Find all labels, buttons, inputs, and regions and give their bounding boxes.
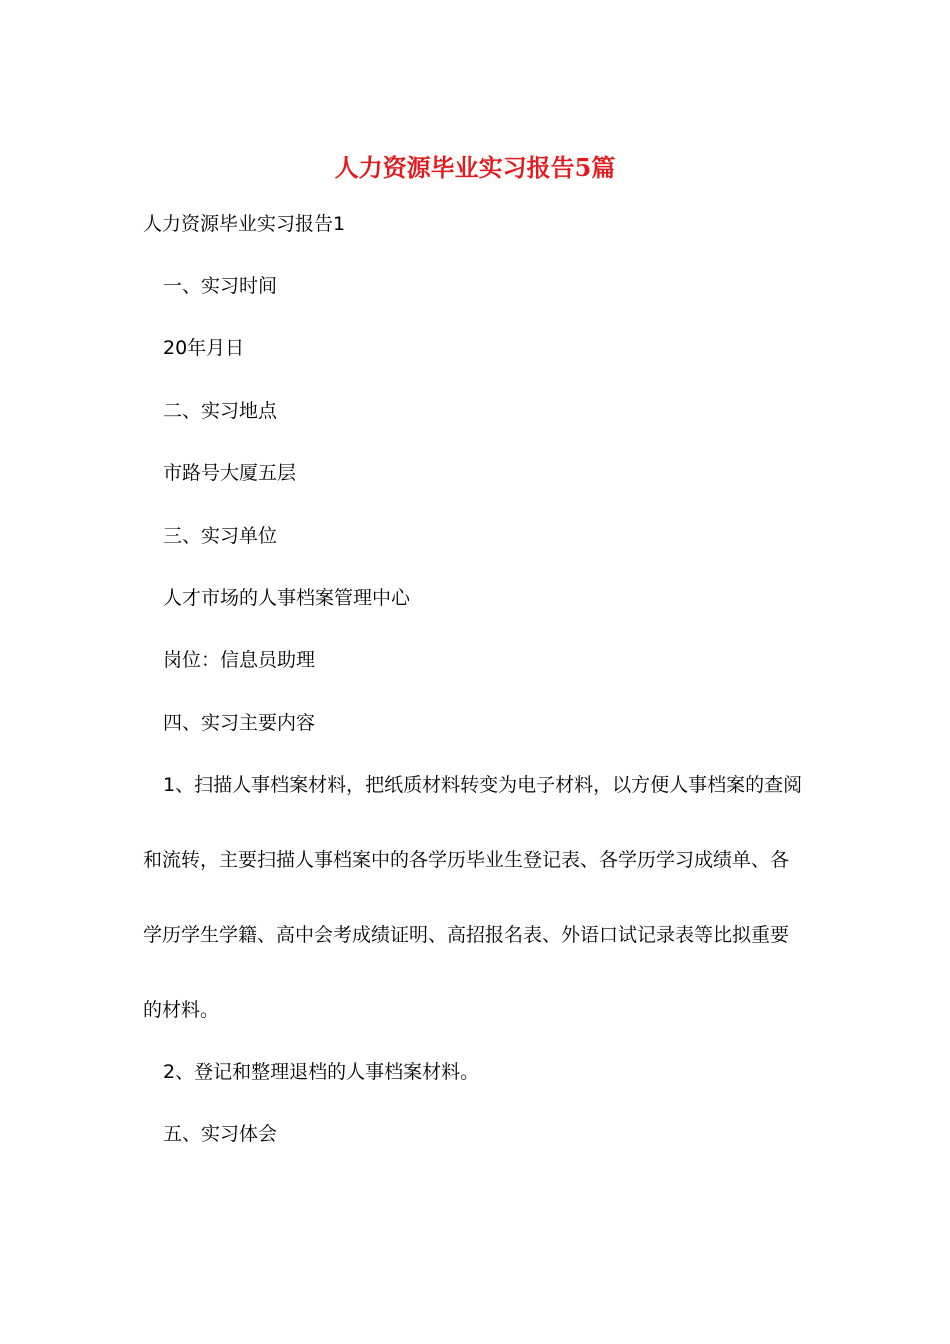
section3-body-unit: 人才市场的人事档案管理中心 xyxy=(163,587,411,609)
section4-item1-line4: 的材料。 xyxy=(143,999,220,1021)
section2-body: 市路号大厦五层 xyxy=(163,462,297,484)
report-subtitle: 人力资源毕业实习报告1 xyxy=(143,213,346,235)
section4-item2: 2、登记和整理退档的人事档案材料。 xyxy=(163,1061,480,1083)
section1-body: 20年月日 xyxy=(163,337,245,359)
section3-body-position: 岗位：信息员助理 xyxy=(163,649,316,671)
section1-heading: 一、实习时间 xyxy=(163,275,278,297)
document-title: 人力资源毕业实习报告5篇 xyxy=(334,153,616,182)
section4-heading: 四、实习主要内容 xyxy=(163,712,316,734)
section4-item1-line2: 和流转，主要扫描人事档案中的各学历毕业生登记表、各学历学习成绩单、各 xyxy=(143,849,790,871)
section2-heading: 二、实习地点 xyxy=(163,400,278,422)
section4-item1-line3: 学历学生学籍、高中会考成绩证明、高招报名表、外语口试记录表等比拟重要 xyxy=(143,924,790,946)
section4-item1-line1: 1、扫描人事档案材料，把纸质材料转变为电子材料，以方便人事档案的查阅 xyxy=(163,774,803,796)
section3-heading: 三、实习单位 xyxy=(163,525,278,547)
section5-heading: 五、实习体会 xyxy=(163,1123,278,1145)
